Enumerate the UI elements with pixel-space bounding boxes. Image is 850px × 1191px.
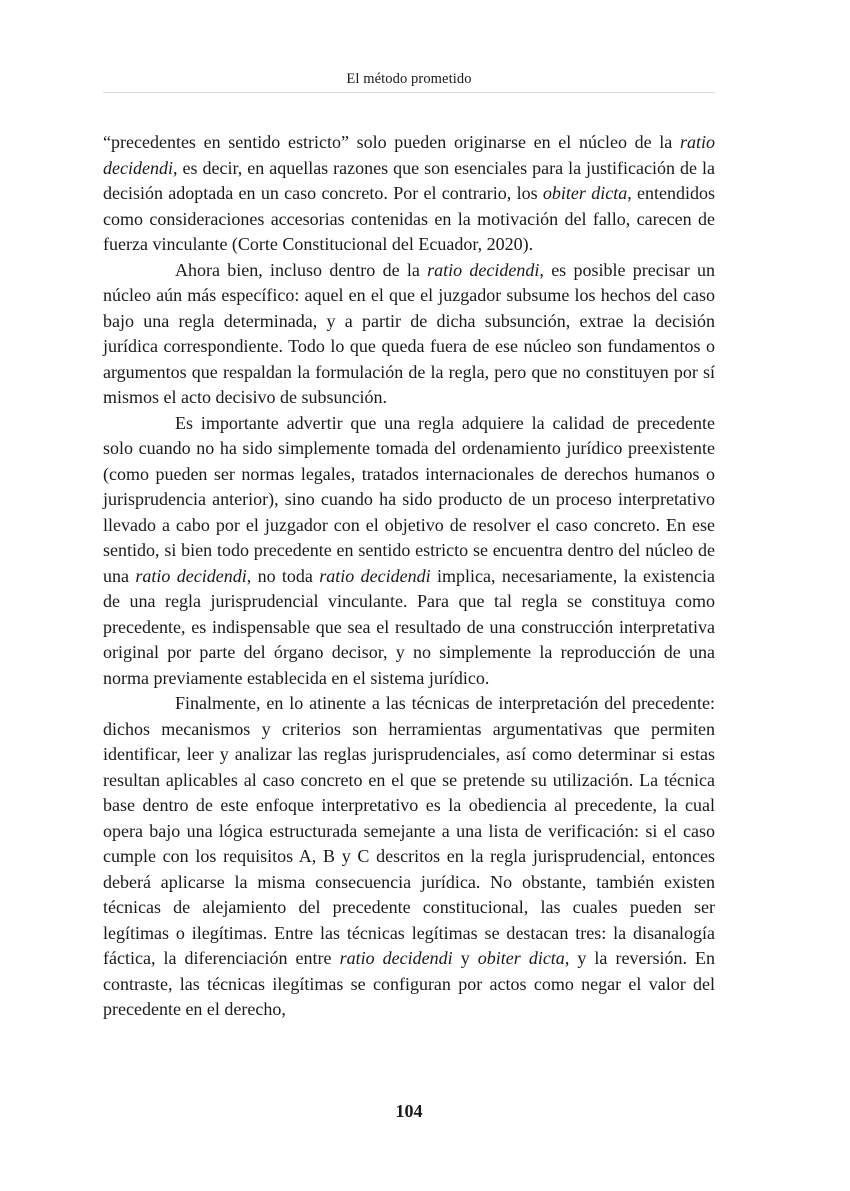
paragraph (103, 130, 715, 258)
text-run: y (452, 948, 478, 968)
text-run: Finalmente, en lo atinente a las técnicas de interpretación del precedente: dichos mecanismos y criterios son herramientas argumentativas que permiten identificar, leer y analizar las reglas jurisprudenciales, así como determinar si estas resultan aplicables al caso concreto en el que se pretende su utilización. La técnica base dentro de este enfoque interpretativo es la obediencia al precedente, la cual opera bajo una lógica estructurada semejante a una lista de verificación: si el caso cumple con los requisitos A, B y C descritos en la regla jurisprudencial, entonces deberá aplicarse la misma consecuencia jurídica. No obstante, también existen técnicas de alejamiento del precedente constitucional, las cuales pueden ser legítimas o ilegítimas. Entre las técnicas legítimas se destacan tres: la disanalogía fáctica, la diferenciación entre (103, 693, 715, 968)
text-run: , y la reversión. En contraste, las técnicas ilegítimas se configuran por actos como negar el valor del precedente en el derecho, (103, 948, 715, 1019)
text-run: , entendidos como consideraciones accesorias contenidas en la motivación del fallo, carecen de fuerza vinculante (Corte Constitucional del Ecuador, 2020). (103, 183, 715, 254)
italic-term: obiter dicta (542, 183, 628, 203)
page-number (103, 1099, 715, 1123)
text-run: , es posible precisar un núcleo aún más específico: aquel en el que el juzgador subsume los hechos del caso bajo una regla determinada, y a partir de dicha subsunción, extrae la decisión jurídica correspondiente. Todo lo que queda fuera de ese núcleo son fundamentos o argumentos que respaldan la formulación de la regla, pero que no constituyen por sí mismos el acto decisivo de subsunción. (103, 259, 715, 407)
page-number-text: 104 (395, 1101, 423, 1121)
italic-term: ratio decidendi (339, 948, 453, 968)
italic-term: ratio decidendi (103, 132, 715, 178)
body-text (103, 130, 715, 1023)
text-run: Ahora bien, incluso dentro de la (175, 259, 428, 280)
paragraph (103, 411, 715, 692)
italic-term: ratio decidendi (427, 259, 540, 280)
italic-term: obiter dicta (477, 948, 565, 968)
text-run: implica, necesariamente, la existencia de una regla jurisprudencial vinculante. Para que tal regla se constituya como precedente, es indispensable que sea el resultado de una construcción interpretativa original por parte del órgano decisor, y no simplemente la reproducción de una norma previamente establecida en el sistema jurídico. (103, 565, 715, 688)
italic-term: ratio decidendi (319, 565, 431, 586)
running-header (103, 66, 715, 93)
text-run: “precedentes en sentido estricto” solo pueden originarse en el núcleo de la (103, 132, 680, 152)
text-run: , no toda (246, 565, 320, 586)
text-run: Es importante advertir que una regla adquiere la calidad de precedente solo cuando no ha sido simplemente tomada del ordenamiento jurídico preexistente (como pueden ser normas legales, tratados internacionales de derechos humanos o jurisprudencia anterior), sino cuando ha sido producto de un proceso interpretativo llevado a cabo por el juzgador con el objetivo de resolver el caso concreto. En ese sentido, si bien todo precedente en sentido estricto se encuentra dentro del núcleo de una (103, 412, 715, 586)
italic-term: ratio decidendi (135, 565, 247, 586)
running-title: El método prometido (346, 71, 472, 87)
text-run: , es decir, en aquellas razones que son esenciales para la justificación de la decisión adoptada en un caso concreto. Por el contrario, los (103, 157, 715, 203)
paragraph (103, 258, 715, 411)
paragraph (103, 691, 715, 1023)
